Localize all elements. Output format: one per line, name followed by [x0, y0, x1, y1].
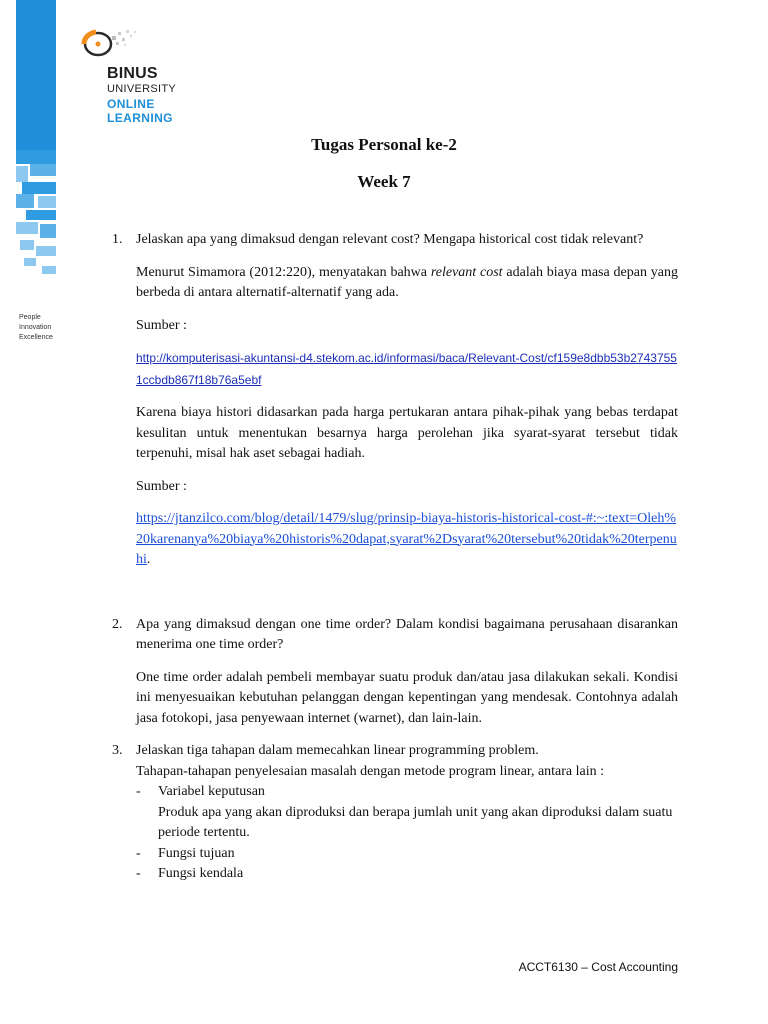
link-period: .	[146, 552, 151, 567]
source-label: Sumber :	[136, 478, 187, 494]
question-text: Apa yang dimaksud dengan one time order? Dalam kondisi bagaimana perusahaan disarankan menerima one time order?	[136, 616, 678, 652]
document-title: Tugas Personal ke-2	[311, 135, 457, 154]
question-1	[112, 230, 678, 251]
strip-pixel	[38, 196, 56, 208]
logo-university: UNIVERSITY	[107, 83, 177, 95]
tagline-excellence: Excellence	[19, 334, 53, 341]
list-intro: Tahapan-tahapan penyelesaian masalah dengan metode program linear, antara lain :	[136, 763, 605, 779]
document-body	[112, 230, 678, 885]
page-footer: ACCT6130 – Cost Accounting	[518, 960, 678, 974]
list-dash: -	[136, 866, 141, 881]
strip-pixel	[42, 266, 56, 274]
question-number: 1.	[112, 232, 123, 247]
tagline	[19, 313, 53, 343]
tagline-innovation: Innovation	[19, 324, 52, 331]
answer-paragraph: One time order adalah pembeli membayar suatu produk dan/atau jasa dilakukan sekali. Kondisi ini menyesuaikan kebutuhan pelanggan dengan kepentingan yang mendesak. Contohnya adalah jasa fotokopi, jasa penyewaan internet (warnet), dan lain-lain.	[136, 669, 678, 726]
question-number: 2.	[112, 616, 123, 632]
answer-text: adalah biaya masa depan yang berbeda di antara alternatif-alternatif yang ada.	[136, 264, 679, 300]
strip-gap	[0, 0, 16, 150]
logo-learning: LEARNING	[107, 111, 173, 125]
list-item-label: Fungsi kendala	[158, 866, 244, 881]
logo-online: ONLINE	[107, 97, 155, 111]
logo-online-learning	[107, 97, 173, 125]
answer-text: Menurut Simamora (2012:220), menyatakan bahwa	[136, 264, 431, 280]
question-text: Jelaskan tiga tahapan dalam memecahkan linear programming problem.	[136, 743, 539, 758]
strip-solid-block	[16, 0, 56, 150]
binus-logo	[74, 22, 204, 132]
list-item-label: Variabel keputusan	[158, 784, 265, 799]
list-item	[112, 864, 678, 885]
list-item-label: Fungsi tujuan	[158, 845, 235, 861]
list-dash: -	[136, 845, 141, 861]
question-3	[112, 741, 678, 762]
strip-pixel	[24, 258, 36, 266]
list-item	[112, 844, 678, 865]
source-label: Sumber :	[136, 317, 187, 333]
document-week: Week 7	[357, 172, 411, 191]
strip-pixel	[16, 222, 38, 234]
strip-pixel	[16, 194, 34, 208]
source-link-container	[112, 348, 678, 391]
logo-brand: BINUS	[107, 65, 158, 82]
source-link[interactable]: http://komputerisasi-akuntansi-d4.stekom.ac.id/informasi/baca/Relevant-Cost/cf159e8dbb53b27437551ccbdb867f18b76a5ebf	[136, 351, 677, 387]
list-item-detail: Produk apa yang akan diproduksi dan berapa jumlah unit yang akan diproduksi dalam suatu periode tertentu.	[158, 804, 673, 840]
question-number: 3.	[112, 743, 123, 758]
question-2	[112, 615, 678, 656]
answer-paragraph: Karena biaya histori didasarkan pada harga pertukaran antara pihak-pihak yang bebas terdapat kesulitan untuk menentukan besarnya harga perolehan jika syarat-syarat tersebut tidak terpenuhi, misal hak aset sebagai hadiah.	[136, 405, 678, 461]
question-text: Jelaskan apa yang dimaksud dengan relevant cost? Mengapa historical cost tidak relevant?	[136, 232, 644, 247]
tagline-people: People	[19, 314, 41, 321]
answer-emphasis: relevant cost	[430, 264, 503, 280]
list-item	[112, 782, 678, 803]
answer-paragraph	[112, 263, 678, 304]
strip-pixel	[20, 240, 34, 250]
strip-pixel	[36, 246, 56, 256]
strip-pixel	[26, 210, 56, 220]
list-dash: -	[136, 784, 141, 799]
source-link[interactable]: https://jtanzilco.com/blog/detail/1479/slug/prinsip-biaya-historis-historical-cost-#:~:text=Oleh%20karenanya%20biaya%20historis%20dapat,syarat%2Dsyarat%20tersebut%20tidak%20terpenuhi	[136, 511, 677, 567]
source-link-container	[112, 509, 678, 571]
strip-pixel	[40, 224, 56, 238]
